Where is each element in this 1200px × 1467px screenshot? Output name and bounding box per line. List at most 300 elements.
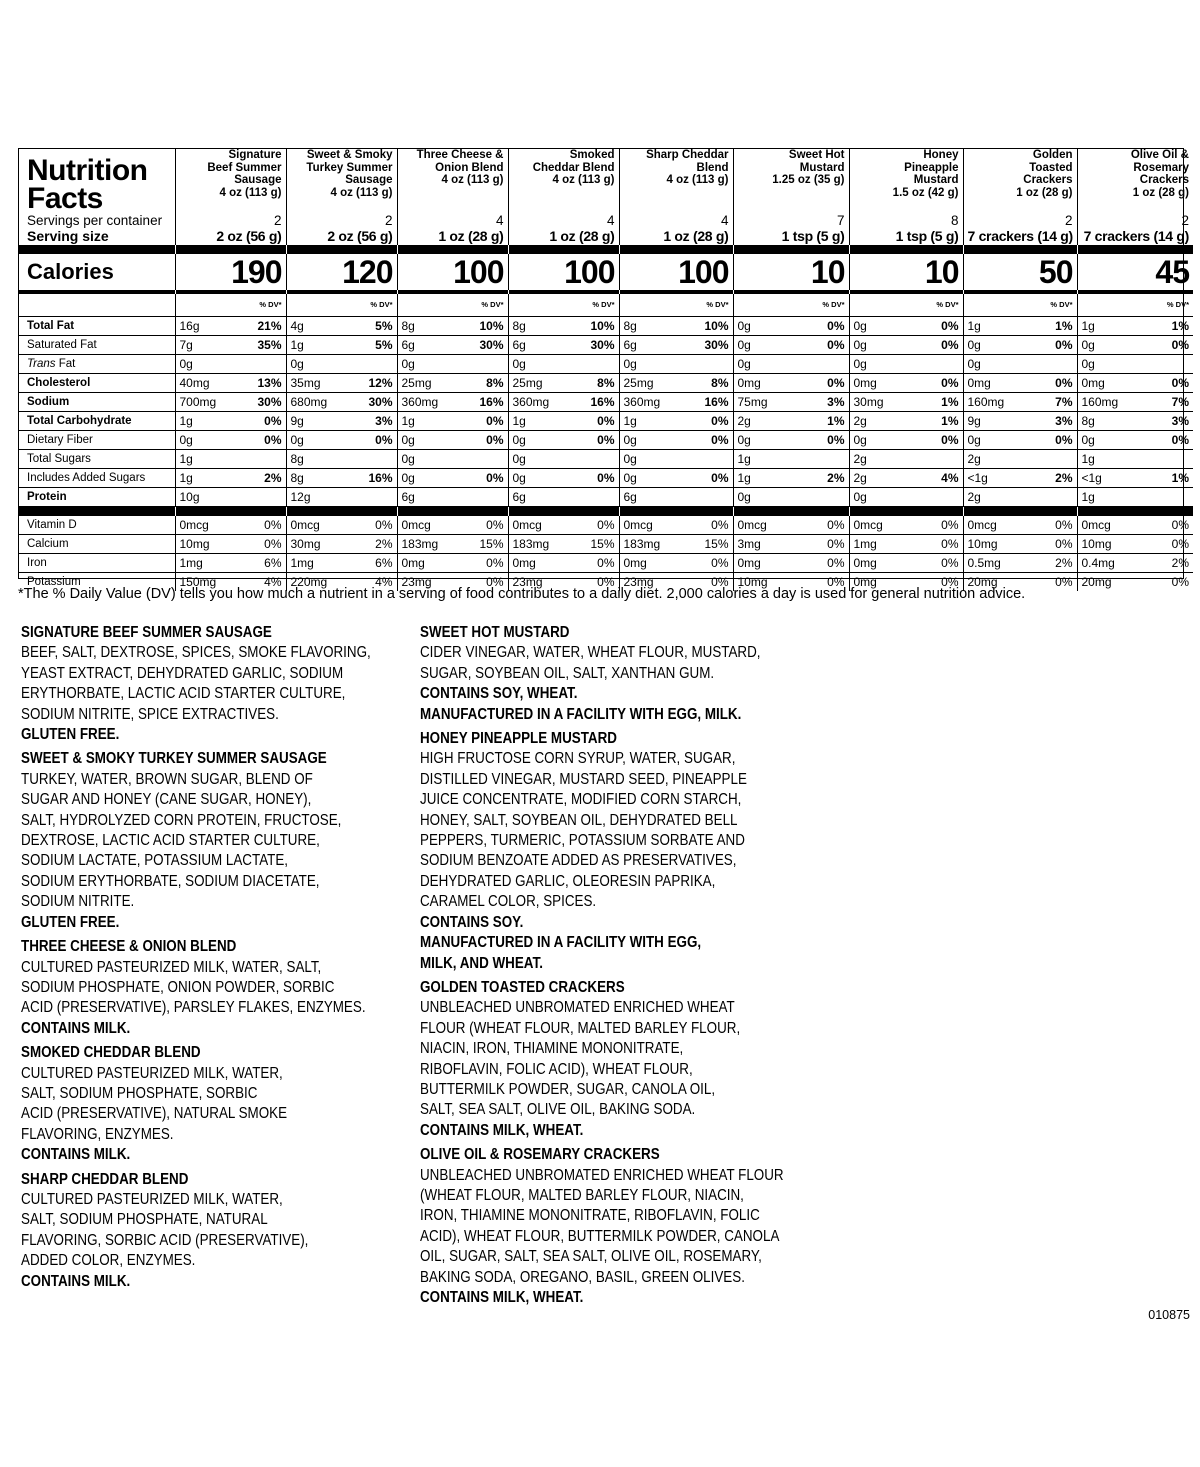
calories-value: 100 — [619, 254, 733, 290]
vitamin-dv: 6% — [264, 556, 282, 570]
nutrient-dv: 1% — [1171, 319, 1189, 333]
nutrient-dv: 30% — [257, 395, 282, 409]
vitamin-cell — [733, 554, 849, 573]
nutrient-cell — [286, 412, 397, 431]
nutrition-table — [19, 149, 1193, 591]
ingredient-block — [21, 1170, 371, 1292]
nutrient-amount: 1g — [737, 471, 751, 485]
vitamin-dv: 0% — [941, 537, 959, 551]
nutrient-label-text: Includes Added Sugars — [27, 472, 146, 484]
servings-label: Servings per container — [27, 213, 163, 228]
nutrient-amount: 10g — [179, 490, 200, 504]
vitamin-amount: 0mg — [737, 556, 761, 570]
nutrient-dv: 0% — [1171, 433, 1189, 447]
vitamin-dv: 2% — [375, 537, 393, 551]
nutrient-amount: 0g — [737, 338, 751, 352]
nutrient-cell — [1077, 393, 1193, 412]
nutrient-cell — [619, 469, 733, 488]
vitamin-amount: 0mg — [512, 556, 536, 570]
product-net-weight: 4 oz (113 g) — [219, 186, 282, 199]
product-net-weight: 4 oz (113 g) — [666, 174, 729, 186]
nutrient-cell — [733, 488, 849, 507]
nutrient-cell — [619, 412, 733, 431]
ingredient-line: DISTILLED VINEGAR, MUSTARD SEED, PINEAPPLE — [420, 770, 747, 788]
nutrient-cell — [733, 431, 849, 450]
ingredient-line: ACID), WHEAT FLOUR, BUTTERMILK POWDER, CANOLA — [420, 1227, 780, 1245]
product-name-line: Signature — [228, 149, 282, 161]
vitamin-dv: 0% — [264, 518, 282, 532]
ingredient-line: RIBOFLAVIN, FOLIC ACID), WHEAT FLOUR, — [420, 1060, 693, 1078]
servings-value: 4 — [508, 213, 619, 229]
nutrient-cell — [508, 488, 619, 507]
nutrient-label-text: Dietary Fiber — [27, 434, 93, 446]
nutrient-cell — [733, 374, 849, 393]
nutrient-dv: 0% — [597, 433, 615, 447]
nutrient-amount: 0g — [401, 357, 415, 371]
ingredient-line: FLOUR (WHEAT FLOUR, MALTED BARLEY FLOUR, — [420, 1019, 741, 1037]
nutrient-cell — [733, 393, 849, 412]
vitamin-dv: 0% — [375, 518, 393, 532]
nutrient-amount: 0g — [512, 452, 526, 466]
nutrient-dv: 0% — [827, 338, 845, 352]
vitamin-amount: 20mg — [1081, 575, 1112, 589]
product-header — [397, 149, 508, 213]
product-name-line: Sharp Cheddar — [646, 149, 729, 161]
nutrient-dv: 16% — [704, 395, 729, 409]
divider-cell — [397, 245, 508, 254]
nutrient-label — [19, 431, 175, 450]
nutrient-dv: 10% — [590, 319, 615, 333]
nutrient-cell — [175, 488, 286, 507]
ingredient-block — [420, 1145, 784, 1308]
nutrient-cell — [175, 336, 286, 355]
nutrient-amount: 9g — [290, 414, 304, 428]
nutrient-cell — [286, 317, 397, 336]
nutrient-cell — [286, 431, 397, 450]
vitamin-dv: 0% — [1055, 575, 1073, 589]
ingredient-line: CIDER VINEGAR, WATER, WHEAT FLOUR, MUSTARD, — [420, 644, 761, 662]
nutrient-dv: 2% — [264, 471, 282, 485]
vitamin-amount: 20mg — [967, 575, 998, 589]
dv-header-row — [19, 294, 1193, 317]
ingredient-line: JUICE CONCENTRATE, MODIFIED CORN STARCH, — [420, 791, 742, 809]
ingredient-line: BAKING SODA, OREGANO, BASIL, GREEN OLIVES. — [420, 1268, 745, 1286]
ingredient-line: CULTURED PASTEURIZED MILK, WATER, — [21, 1064, 283, 1082]
vitamin-amount: 10mg — [179, 537, 210, 551]
vitamin-amount: 0mcg — [512, 518, 542, 532]
vitamin-dv: 0% — [1055, 518, 1073, 532]
ingredient-product-name: GOLDEN TOASTED CRACKERS — [420, 978, 625, 996]
nutrient-dv: 10% — [479, 319, 504, 333]
vitamin-dv: 4% — [264, 575, 282, 589]
vitamin-amount: 0.4mg — [1081, 556, 1115, 570]
vitamin-dv: 0% — [486, 556, 504, 570]
vitamin-amount: 10mg — [967, 537, 998, 551]
vitamin-dv: 0% — [711, 575, 729, 589]
vitamin-dv: 0% — [597, 575, 615, 589]
vitamin-label: Potassium — [27, 576, 81, 588]
serving-size-value: 1 tsp (5 g) — [849, 229, 963, 245]
nutrient-cell — [963, 450, 1077, 469]
nutrient-amount: 75mg — [737, 395, 768, 409]
nutrient-dv: 21% — [257, 319, 282, 333]
servings-value: 2 — [963, 213, 1077, 229]
nutrient-cell — [849, 431, 963, 450]
nutrient-label — [19, 412, 175, 431]
vitamin-dv: 0% — [827, 556, 845, 570]
nutrient-cell — [175, 469, 286, 488]
ingredient-line: ACID (PRESERVATIVE), PARSLEY FLAKES, ENZYMES. — [21, 999, 366, 1017]
nutrient-amount: 9g — [967, 414, 981, 428]
nutrient-cell — [963, 393, 1077, 412]
vitamin-dv: 15% — [704, 537, 729, 551]
product-name-line: Cheddar Blend — [532, 161, 615, 174]
product-name-line: Sweet Hot — [788, 149, 845, 161]
servings-value: 8 — [849, 213, 963, 229]
serving-size-label: Serving size — [27, 228, 109, 244]
nutrient-dv: 13% — [257, 376, 282, 390]
nutrient-label — [19, 317, 175, 336]
dv-header-spacer — [19, 294, 175, 317]
vitamin-amount: 3mg — [737, 537, 761, 551]
vitamin-amount: 0mcg — [1081, 518, 1111, 532]
nutrient-dv: 0% — [597, 414, 615, 428]
allergen-statement: CONTAINS MILK. — [21, 1019, 131, 1037]
ingredient-line: HONEY, SALT, SOYBEAN OIL, DEHYDRATED BELL — [420, 811, 738, 829]
nutrient-amount: 0g — [853, 490, 867, 504]
vitamin-dv: 0% — [941, 575, 959, 589]
nutrient-amount: 0g — [737, 433, 751, 447]
nutrient-dv: 3% — [375, 414, 393, 428]
nutrient-dv: 0% — [941, 376, 959, 390]
nutrient-amount: 0g — [179, 357, 193, 371]
dv-header: % DV* — [397, 294, 508, 317]
vitamin-amount: 0mcg — [179, 518, 209, 532]
nutrient-amount: <1g — [1081, 471, 1102, 485]
divider-cell — [733, 507, 849, 517]
nutrient-cell — [733, 336, 849, 355]
nutrient-cell — [963, 374, 1077, 393]
nutrient-label-text: Saturated Fat — [27, 339, 97, 351]
vitamin-dv: 15% — [479, 537, 504, 551]
calories-value: 190 — [175, 254, 286, 290]
nutrient-amount: 1g — [512, 414, 526, 428]
ingredient-product-name: SIGNATURE BEEF SUMMER SAUSAGE — [21, 624, 272, 641]
nutrient-cell — [508, 336, 619, 355]
nutrient-amount: 0g — [967, 433, 981, 447]
product-header — [175, 149, 286, 213]
ingredient-line: BEEF, SALT, DEXTROSE, SPICES, SMOKE FLAVORING, — [21, 644, 371, 662]
thick-divider — [19, 507, 1193, 517]
nutrient-cell — [733, 317, 849, 336]
vitamin-amount: 0mcg — [623, 518, 653, 532]
vitamin-dv: 0% — [1171, 537, 1189, 551]
calories-value: 120 — [286, 254, 397, 290]
ingredient-line: (WHEAT FLOUR, MALTED BARLEY FLOUR, NIACIN, — [420, 1186, 744, 1204]
vitamin-cell — [397, 535, 508, 554]
allergen-statement: GLUTEN FREE. — [21, 726, 120, 744]
ingredient-line: SODIUM ERYTHORBATE, SODIUM DIACETATE, — [21, 872, 320, 890]
nutrient-cell — [849, 374, 963, 393]
nutrient-label-text: Fat — [55, 358, 76, 370]
nutrient-cell — [508, 393, 619, 412]
vitamin-dv: 0% — [597, 518, 615, 532]
product-name-line: Crackers — [1139, 174, 1189, 186]
divider-cell — [175, 507, 286, 517]
divider-cell — [508, 507, 619, 517]
nutrient-amount: 0g — [853, 338, 867, 352]
ingredient-line: SALT, SODIUM PHOSPHATE, NATURAL — [21, 1211, 268, 1229]
vitamin-amount: 10mg — [737, 575, 768, 589]
ingredient-line: SODIUM LACTATE, POTASSIUM LACTATE, — [21, 852, 289, 870]
allergen-statement: CONTAINS MILK. — [21, 1272, 131, 1290]
vitamin-dv: 0% — [941, 556, 959, 570]
vitamin-amount: 0mcg — [737, 518, 767, 532]
nutrient-cell — [1077, 355, 1193, 374]
nutrient-amount: 0g — [853, 319, 867, 333]
product-header-row — [19, 149, 1193, 213]
nutrient-cell — [733, 450, 849, 469]
nutrient-row — [19, 374, 1193, 393]
nutrient-amount: 0g — [512, 433, 526, 447]
vitamin-label: Iron — [19, 554, 175, 573]
dv-header: % DV* — [963, 294, 1077, 317]
nutrient-dv: 0% — [1171, 376, 1189, 390]
ingredient-block — [420, 978, 784, 1141]
calories-row — [19, 254, 1193, 290]
nutrient-amount: 2g — [853, 452, 867, 466]
nutrient-amount: 1g — [623, 414, 637, 428]
nutrient-amount: 0g — [401, 471, 415, 485]
vitamin-dv: 2% — [1055, 556, 1073, 570]
vitamin-cell — [849, 554, 963, 573]
ingredient-line: SALT, SODIUM PHOSPHATE, SORBIC — [21, 1084, 258, 1102]
nutrient-cell — [397, 488, 508, 507]
nutrient-cell — [175, 450, 286, 469]
nutrient-amount: 12g — [290, 490, 311, 504]
nutrient-cell — [619, 431, 733, 450]
nutrient-dv: 0% — [1055, 338, 1073, 352]
nutrient-amount: 7g — [179, 338, 193, 352]
nutrient-amount: 4g — [290, 319, 304, 333]
ingredient-line: DEXTROSE, LACTIC ACID STARTER CULTURE, — [21, 832, 320, 850]
vitamin-amount: 0mg — [853, 575, 877, 589]
product-net-weight: 4 oz (113 g) — [441, 174, 504, 186]
product-net-weight: 4 oz (113 g) — [330, 186, 393, 199]
ingredient-line: UNBLEACHED UNBROMATED ENRICHED WHEAT — [420, 999, 735, 1017]
nutrient-amount: 2g — [853, 471, 867, 485]
ingredient-block — [420, 623, 784, 725]
product-net-weight: 1.25 oz (35 g) — [772, 174, 845, 186]
nutrient-dv: 30% — [590, 338, 615, 352]
product-name-line: Sweet & Smoky — [306, 149, 393, 161]
nutrient-amount: 1g — [967, 319, 981, 333]
nutrient-label — [19, 393, 175, 412]
product-net-weight: 1 oz (28 g) — [1132, 186, 1189, 199]
vitamin-row — [19, 554, 1193, 573]
vitamin-cell — [619, 554, 733, 573]
nutrient-cell — [849, 336, 963, 355]
nutrient-label — [19, 374, 175, 393]
nutrient-dv: 16% — [368, 471, 393, 485]
nutrient-amount: 8g — [512, 319, 526, 333]
nutrient-dv: 1% — [1171, 471, 1189, 485]
divider-cell — [963, 245, 1077, 254]
product-name-line: Smoked — [569, 149, 615, 161]
ingredients-left-column — [21, 623, 371, 1296]
product-net-weight: 4 oz (113 g) — [552, 174, 615, 186]
nutrient-amount: 1g — [179, 452, 193, 466]
divider-cell — [1077, 507, 1193, 517]
nutrient-amount: 1g — [179, 414, 193, 428]
nutrient-amount: 1g — [401, 414, 415, 428]
divider-cell — [963, 507, 1077, 517]
ingredient-line: SALT, HYDROLYZED CORN PROTEIN, FRUCTOSE, — [21, 811, 342, 829]
ingredient-line: SODIUM PHOSPHATE, ONION POWDER, SORBIC — [21, 978, 335, 996]
divider-cell — [19, 507, 175, 517]
dv-header: % DV* — [619, 294, 733, 317]
nutrient-cell — [619, 317, 733, 336]
vitamin-cell — [619, 516, 733, 535]
allergen-statement: GLUTEN FREE. — [21, 913, 120, 931]
nutrient-amount: 1g — [290, 338, 304, 352]
divider-cell — [849, 507, 963, 517]
product-header — [849, 149, 963, 213]
dv-header: % DV* — [849, 294, 963, 317]
vitamin-cell — [397, 516, 508, 535]
vitamin-amount: 23mg — [512, 575, 543, 589]
nutrient-label — [19, 469, 175, 488]
nutrient-dv: 0% — [1055, 433, 1073, 447]
nutrient-label — [19, 450, 175, 469]
nutrient-cell — [175, 431, 286, 450]
nutrient-cell — [963, 336, 1077, 355]
vitamin-amount: 1mg — [853, 537, 877, 551]
ingredient-block — [21, 937, 371, 1039]
nutrient-amount: 8g — [1081, 414, 1095, 428]
thick-divider — [19, 245, 1193, 254]
nutrient-label — [19, 355, 175, 374]
vitamin-dv: 0% — [827, 575, 845, 589]
nutrient-dv: 3% — [827, 395, 845, 409]
product-code: 010875 — [1148, 1308, 1190, 1322]
allergen-statement: CONTAINS MILK, WHEAT. — [420, 1121, 584, 1139]
nutrient-amount: 1g — [737, 452, 751, 466]
nutrient-dv: 2% — [1055, 471, 1073, 485]
ingredient-line: SODIUM BENZOATE ADDED AS PRESERVATIVES, — [420, 852, 737, 870]
product-name-line: Crackers — [1023, 174, 1073, 186]
divider-cell — [286, 507, 397, 517]
nutrient-dv: 0% — [827, 376, 845, 390]
nutrient-amount: 8g — [290, 452, 304, 466]
nutrient-amount: 0g — [290, 357, 304, 371]
ingredient-line: BUTTERMILK POWDER, SUGAR, CANOLA OIL, — [420, 1080, 716, 1098]
vitamin-cell — [849, 535, 963, 554]
divider-cell — [733, 245, 849, 254]
nutrient-amount: 0g — [179, 433, 193, 447]
nutrient-dv: 1% — [1055, 319, 1073, 333]
ingredient-line: DEHYDRATED GARLIC, OLEORESIN PAPRIKA, — [420, 872, 716, 890]
nutrient-amount: 0g — [853, 433, 867, 447]
nutrient-amount: 0g — [853, 357, 867, 371]
nutrient-label-text: Total Carbohydrate — [27, 415, 132, 427]
nutrient-dv: 0% — [711, 471, 729, 485]
nutrient-label — [19, 488, 175, 507]
allergen-statement: MANUFACTURED IN A FACILITY WITH EGG, — [420, 934, 702, 952]
nutrient-dv: 8% — [711, 376, 729, 390]
nutrient-amount: 0g — [1081, 338, 1095, 352]
nutrient-cell — [1077, 431, 1193, 450]
calories-value: 50 — [963, 254, 1077, 290]
allergen-statement: CONTAINS MILK, WHEAT. — [420, 1289, 584, 1306]
nutrient-cell — [619, 450, 733, 469]
nutrient-dv: 0% — [375, 433, 393, 447]
nutrient-dv: 0% — [711, 414, 729, 428]
allergen-statement: CONTAINS SOY. — [420, 913, 524, 931]
product-net-weight: 1.5 oz (42 g) — [892, 186, 959, 199]
nutrient-amount: 0g — [1081, 433, 1095, 447]
nutrient-cell — [1077, 317, 1193, 336]
nutrient-cell — [849, 317, 963, 336]
nutrient-amount: 1g — [1081, 319, 1095, 333]
vitamin-dv: 6% — [375, 556, 393, 570]
nutrient-cell — [963, 469, 1077, 488]
ingredient-line: FLAVORING, SORBIC ACID (PRESERVATIVE), — [21, 1231, 309, 1249]
nutrient-cell — [1077, 488, 1193, 507]
nutrient-cell — [619, 336, 733, 355]
ingredient-line: CULTURED PASTEURIZED MILK, WATER, — [21, 1190, 283, 1208]
nutrition-facts-panel — [18, 148, 1189, 589]
nutrient-amount: 0mg — [853, 376, 877, 390]
nutrient-cell — [849, 450, 963, 469]
servings-value: 2 — [286, 213, 397, 229]
ingredient-block — [21, 749, 371, 933]
nutrient-cell — [963, 431, 1077, 450]
nutrient-amount: 0g — [512, 471, 526, 485]
nutrient-amount: 8g — [623, 319, 637, 333]
nutrient-cell — [175, 393, 286, 412]
vitamin-cell — [1077, 535, 1193, 554]
nutrient-label-italic: Trans — [27, 358, 56, 370]
nutrient-cell — [619, 393, 733, 412]
divider-cell — [619, 507, 733, 517]
vitamin-dv: 0% — [1055, 537, 1073, 551]
serving-size-value: 2 oz (56 g) — [175, 229, 286, 245]
nutrient-cell — [849, 412, 963, 431]
vitamin-cell — [508, 554, 619, 573]
ingredient-line: YEAST EXTRACT, DEHYDRATED GARLIC, SODIUM — [21, 664, 344, 682]
serving-size-row — [19, 229, 1193, 245]
nutrient-amount: 0g — [401, 433, 415, 447]
nutrient-dv: 16% — [479, 395, 504, 409]
vitamin-amount: 30mg — [290, 537, 321, 551]
nutrient-amount: 0g — [623, 357, 637, 371]
nutrient-cell — [963, 317, 1077, 336]
ingredient-product-name: HONEY PINEAPPLE MUSTARD — [420, 730, 617, 748]
ingredient-line: TURKEY, WATER, BROWN SUGAR, BLEND OF — [21, 770, 313, 788]
nutrient-amount: 8g — [290, 471, 304, 485]
ingredient-product-name: SWEET & SMOKY TURKEY SUMMER SAUSAGE — [21, 750, 327, 768]
nutrient-cell — [397, 469, 508, 488]
nutrient-amount: 1g — [179, 471, 193, 485]
nutrient-row — [19, 488, 1193, 507]
nutrient-dv: 5% — [375, 338, 393, 352]
nutrient-amount: 0g — [967, 357, 981, 371]
nutrient-cell — [1077, 374, 1193, 393]
vitamin-amount: 1mg — [179, 556, 203, 570]
ingredient-line: IRON, THIAMINE MONONITRATE, RIBOFLAVIN, FOLIC — [420, 1207, 760, 1225]
product-header — [1077, 149, 1193, 213]
